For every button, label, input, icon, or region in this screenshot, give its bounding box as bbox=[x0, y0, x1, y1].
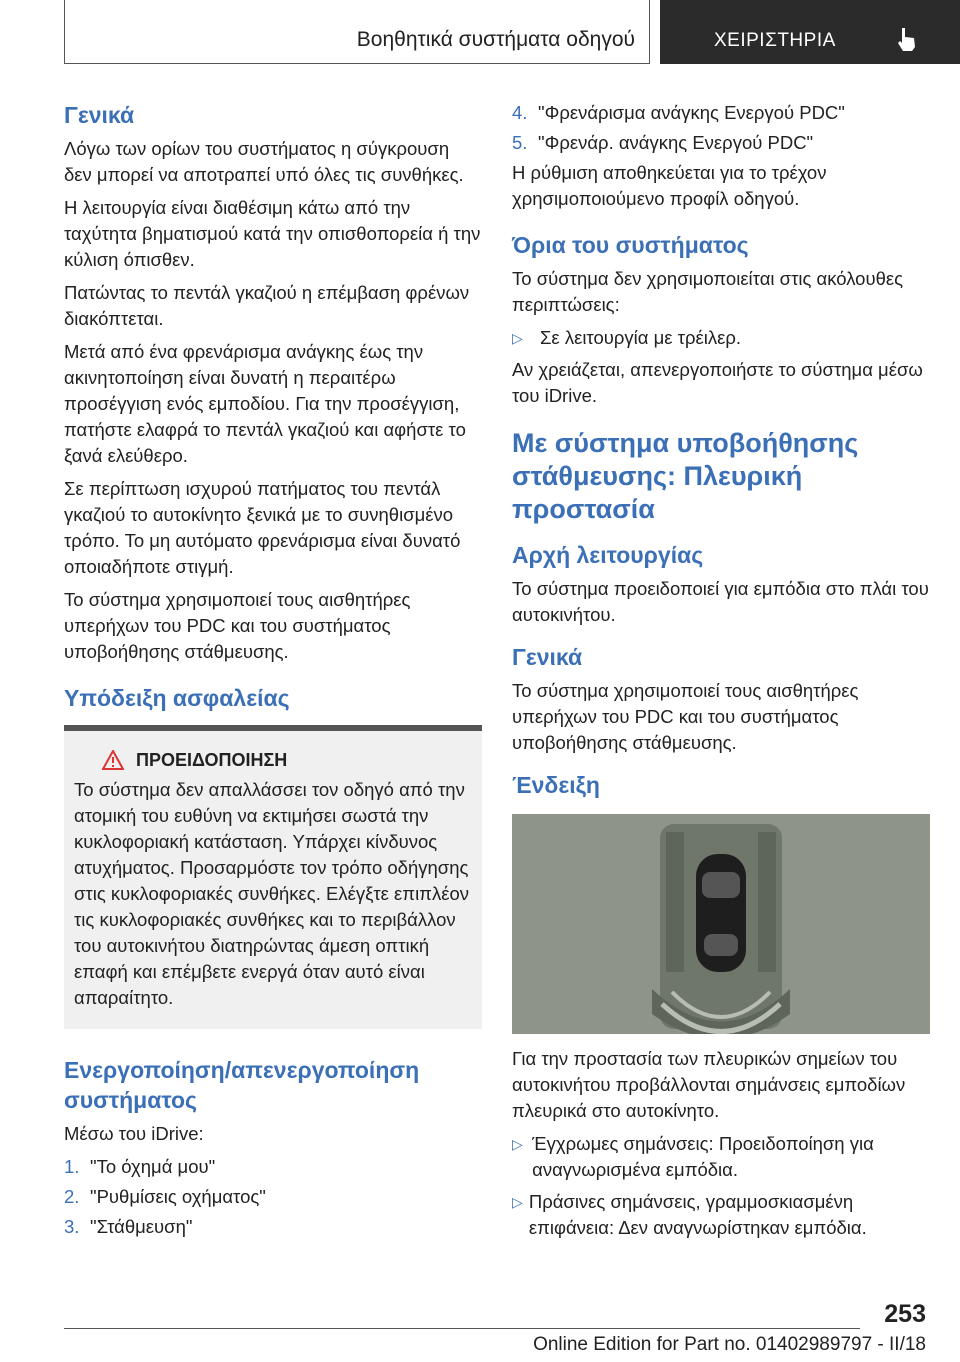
heading-principle: Αρχή λειτουργίας bbox=[512, 542, 704, 568]
paragraph: Λόγω των ορίων του συστήματος η σύγκρουση δεν μπορεί να αποτραπεί υπό όλες τις συνθήκες. bbox=[64, 138, 464, 185]
list-item: 4. "Φρενάρισμα ανάγκης Ενεργού PDC" bbox=[512, 102, 845, 123]
paragraph: Μετά από ένα φρενάρισμα ανάγκης έως την ακινητοποίηση είναι δυνατή η περαιτέρω προσέγγιση ενός εμποδίου. Για την προσέγγιση, πατήστε ελαφρά το πεντάλ γκαζιού και αφήστε το ξανά ελεύθερο. bbox=[64, 341, 466, 466]
list-item: 1. "Το όχημά μου" bbox=[64, 1156, 216, 1177]
section-tab bbox=[64, 0, 650, 64]
paragraph: Η ρύθμιση αποθηκεύεται για το τρέχον χρησιμοποιούμενο προφίλ οδηγού. bbox=[512, 162, 827, 209]
chapter-title: ΧΕΙΡΙΣΤΗΡΙΑ bbox=[714, 30, 836, 51]
paragraph: Η λειτουργία είναι διαθέσιμη κάτω από την ταχύτητα βηματισμού κατά την οπισθοπορεία ή την κύλιση όπισθεν. bbox=[64, 197, 481, 270]
footer-divider bbox=[64, 1328, 860, 1329]
list-item: 3. "Στάθμευση" bbox=[64, 1216, 193, 1237]
car-top-view-illustration bbox=[512, 814, 930, 1034]
paragraph: Το σύστημα δεν χρησιμοποιείται στις ακόλουθες περιπτώσεις: bbox=[512, 268, 904, 315]
heading-activate: Ενεργοποίηση/απενεργοποίηση συστήματος bbox=[64, 1057, 420, 1113]
list-item: 2. "Ρυθμίσεις οχήματος" bbox=[64, 1186, 266, 1207]
warning-text: Το σύστημα δεν απαλλάσσει τον οδηγό από την ατομική του ευθύνη να εκτιμήσει σωστά την κυκλοφοριακή κατάσταση. Υπάρχει κίνδυνος ατυχήματος. Προσαρμόστε τον τρόπο οδήγησης στις κυκλοφοριακές συνθήκες. Ελέγξτε επιπλέον τις κυκλοφοριακές συνθήκες και το περιβάλλον του αυτοκινήτου διατηρώντας άμεση οπτική επαφή και επέμβετε ενεργά όταν αυτό είναι απαραίτητο. bbox=[74, 779, 469, 1008]
heading-general: Γενικά bbox=[64, 102, 135, 128]
page-number: 253 bbox=[884, 1300, 926, 1328]
list-item: 5. "Φρενάρ. ανάγκης Ενεργού PDC" bbox=[512, 132, 814, 153]
heading-general-2: Γενικά bbox=[512, 644, 583, 670]
paragraph: Το σύστημα χρησιμοποιεί τους αισθητήρες υπερήχων του PDC και του συστήματος υποβοήθησης στάθμευσης. bbox=[64, 589, 411, 662]
paragraph: Το σύστημα χρησιμοποιεί τους αισθητήρες υπερήχων του PDC και του συστήματος υποβοήθησης στάθμευσης. bbox=[512, 680, 859, 753]
hand-pointer-icon bbox=[894, 26, 918, 52]
section-title: Βοηθητικά συστήματα οδηγού bbox=[356, 28, 635, 51]
heading-side-protection: Με σύστημα υποβοήθησης στάθμευσης: Πλευρική προστασία bbox=[512, 428, 859, 524]
paragraph: Το σύστημα προειδοποιεί για εμπόδια στο πλάι του αυτοκινήτου. bbox=[512, 578, 929, 625]
heading-safety: Υπόδειξη ασφαλείας bbox=[64, 685, 290, 711]
paragraph: Μέσω του iDrive: bbox=[64, 1123, 204, 1144]
left-column bbox=[64, 100, 482, 1244]
footer-edition: Online Edition for Part no. 01402989797 - II/18 bbox=[533, 1334, 926, 1355]
page-header bbox=[64, 0, 960, 64]
paragraph: Για την προστασία των πλευρικών σημείων του αυτοκινήτου προβάλλονται σημάνσεις εμποδίων πλευρικά στο αυτοκίνητο. bbox=[512, 1048, 906, 1121]
list-item: ▷ Έγχρωμες σημάνσεις: Προειδοποίηση για αναγνωρισμένα εμπόδια. bbox=[512, 1133, 874, 1180]
paragraph: Σε περίπτωση ισχυρού πατήματος του πεντάλ γκαζιού το αυτοκίνητο ξενικά με το συνηθισμένο τρόπο. Το μη αυτόματο φρενάρισμα είναι δυνατό οποιαδήποτε στιγμή. bbox=[64, 478, 461, 577]
paragraph: Πατώντας το πεντάλ γκαζιού η επέμβαση φρένων διακόπτεται. bbox=[64, 282, 470, 329]
warning-triangle-icon bbox=[102, 750, 124, 770]
warning-title: ΠΡΟΕΙΔΟΠΟΙΗΣΗ bbox=[136, 750, 288, 770]
list-item: ▷ Πράσινες σημάνσεις, γραμμοσκιασμένη επιφάνεια: Δεν αναγνωρίστηκαν εμπόδια. bbox=[512, 1191, 867, 1238]
paragraph: Αν χρειάζεται, απενεργοποιήστε το σύστημα μέσω του iDrive. bbox=[512, 359, 923, 406]
heading-display: Ένδειξη bbox=[512, 772, 600, 798]
heading-limits: Όρια του συστήματος bbox=[512, 232, 749, 258]
list-item: ▷ Σε λειτουργία με τρέιλερ. bbox=[512, 327, 741, 348]
right-column bbox=[512, 100, 930, 1247]
side-protection-figure bbox=[512, 814, 930, 1034]
chapter-tab bbox=[660, 0, 960, 64]
warning-box bbox=[64, 725, 482, 1029]
